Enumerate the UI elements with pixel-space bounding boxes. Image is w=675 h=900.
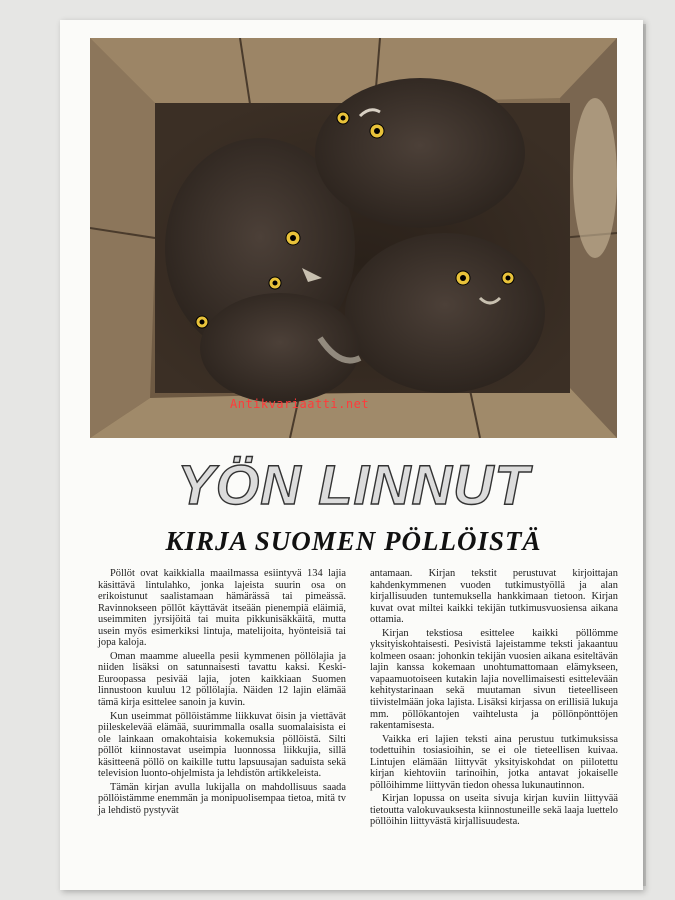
watermark-text: Antikvariaatti.net xyxy=(230,397,370,411)
blurb-column-left xyxy=(98,568,346,818)
cover-photo xyxy=(90,38,617,438)
blurb-paragraph: Oman maamme alueella pesii kymmenen pöllölajia ja niiden lisäksi on satunnaisesti tavattu kaksi. Keski-Euroopassa pesivää lajia, joten kaikkiaan Suomen linnustoon kuuluu 12 pöllölajia. Näiden 12 lajin elämää tämä kirja esittelee sanoin ja kuvin. xyxy=(98,650,346,709)
owl-chicks-in-nestbox-photo xyxy=(90,38,617,438)
book-subtitle: KIRJA SUOMEN PÖLLÖISTÄ xyxy=(165,526,542,556)
blurb-paragraph: Kirjan lopussa on useita sivuja kirjan kuviin liittyvää tietoutta valokuvauksesta kiinnostuneille sekä laaja luettelo pöllöihin liittyvästä kirjallisuudesta. xyxy=(370,793,618,828)
book-title: YÖN LINNUT xyxy=(177,453,530,516)
blurb-paragraph: Pöllöt ovat kaikkialla maailmassa esiintyvä 134 lajia käsittävä lintulahko, jonka lajeista suurin osa on erikoistunut saalistamaan hämärässä tai pimeässä. Ravinnokseen pöllöt käyttävät itseään pienempiä eläimiä, useimmiten jyrsijöitä tai muita pikkunisäkkäitä, mutta usein myös esimerkiksi lintuja, matelijoita, hyönteisiä tai jopa kaloja. xyxy=(98,568,346,649)
blurb-column-right xyxy=(370,568,618,830)
blurb-paragraph: Vaikka eri lajien teksti aina perustuu tutkimuksissa todettuihin tosiasioihin, se ei ole tieteellisen kuivaa. Lintujen elämään liittyvät yksityiskohdat on piilotettu kirjan kiehtoviin tarinoihin, jotka antavat jokaiselle pöllöihimme liittyvän tiedon ohessa lukunautinnon. xyxy=(370,733,618,791)
blurb-paragraph: Tämän kirjan avulla lukijalla on mahdollisuus saada pöllöistämme enemmän ja monipuolisempaa tietoa, mitä tv ja lehdistö pystyvät xyxy=(98,781,346,816)
blurb-paragraph: Kun useimmat pöllöistämme liikkuvat öisin ja viettävät piileskelevää elämää, suurimmalla osalla suomalaisista ei ole lainkaan omakohtaisia kokemuksia pöllöistä. Silti pöllöt kiinnostavat useimpia luonnossa liikkujia, sillä käsitteenä pöllö on kaikille tuttu lapsuusajan saduista sekä television luonto-ohjelmista ja lehdistön artikkeleista. xyxy=(98,710,346,780)
blurb-paragraph-continued: antamaan. Kirjan tekstit perustuvat kirjoittajan kahdenkymmenen vuoden tutkimustyöllä ja alan kirjallisuuden tuntemuksella hankkimaan tietoon. Kirjan kuvat ovat miltei kaikki tekijän tutkimusvuosiensa aikana ottamia. xyxy=(370,568,618,626)
blurb-paragraph: Kirjan tekstiosa esittelee kaikki pöllömme yksityiskohtaisesti. Pesivistä lajeistamme teksti jakaantuu kolmeen osaan: johonkin tekijän vuosien aikana esiteltävän lajin kanssa kokemaan unohtumattomaan elämykseen, vapaamuotoiseen kutakin lajia novellimaisesti esittelevään kehitystarinaan sekä muutaman sivun tieteelliseen tiivistelmään joka lajista. Lisäksi kirjassa on erillisiä lukuja mm. pöllökantojen vaihtelusta ja pöllönpönttöjen rakentamisesta. xyxy=(370,627,618,732)
